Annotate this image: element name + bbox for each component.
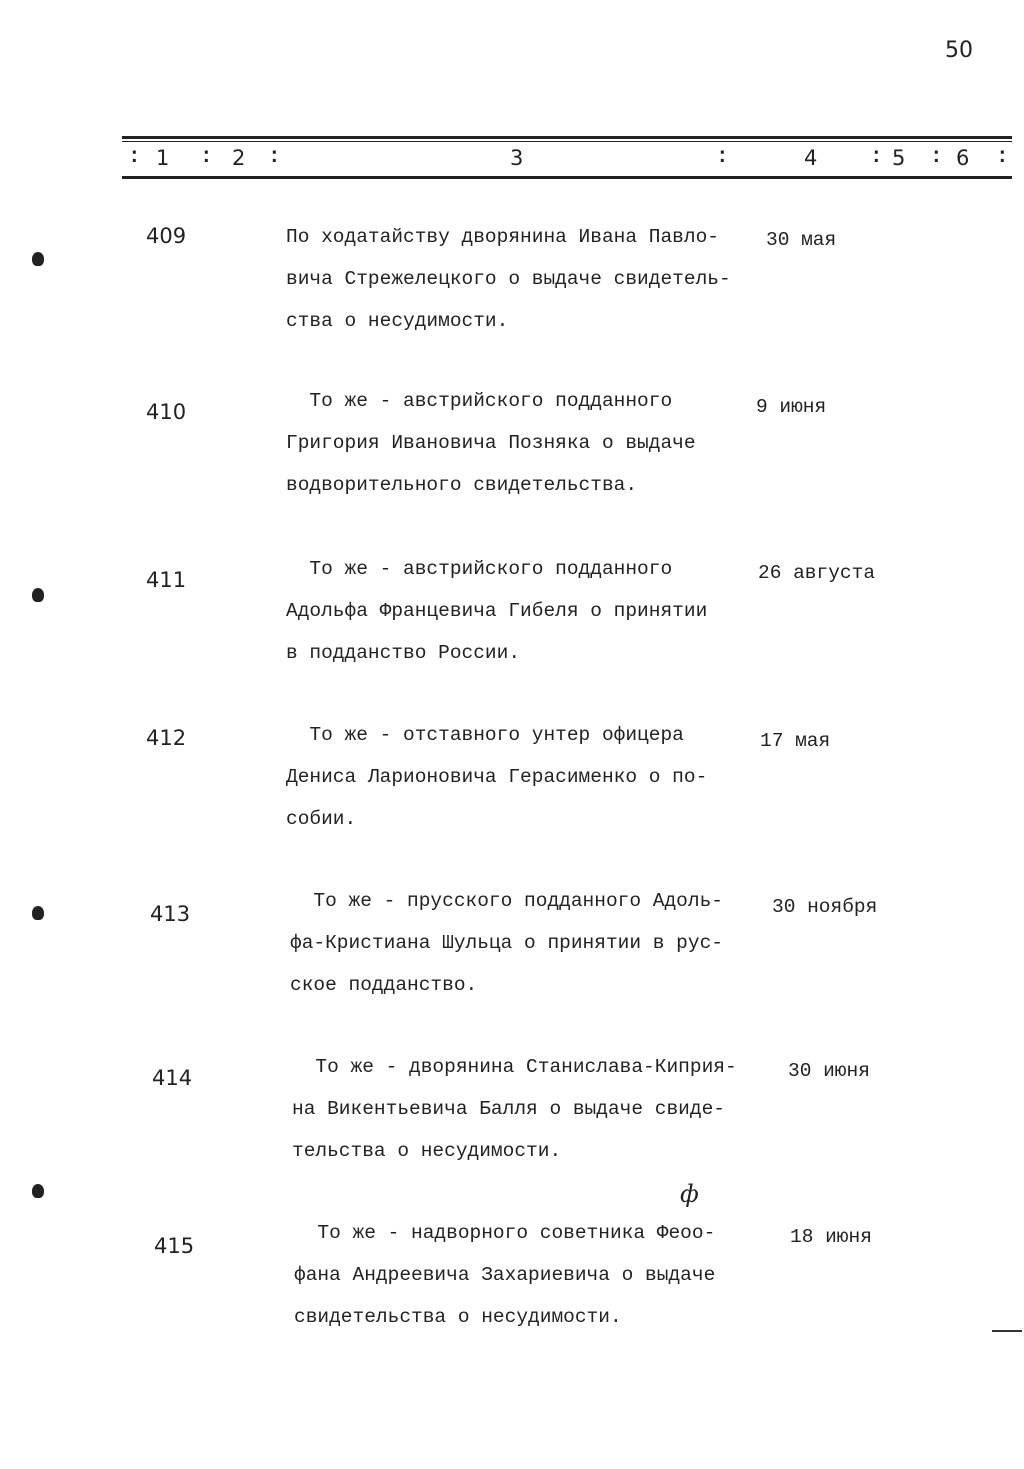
entry-line: собии. bbox=[286, 808, 357, 830]
page-number: 50 bbox=[945, 38, 973, 63]
entry-number: 410 bbox=[146, 400, 187, 424]
header-separator: : bbox=[870, 146, 883, 169]
punch-hole bbox=[32, 588, 44, 602]
header-separator: : bbox=[128, 146, 141, 169]
header-separator: : bbox=[716, 146, 729, 169]
entry-line: свидетельства о несудимости. bbox=[294, 1306, 622, 1328]
entry-text bbox=[290, 880, 770, 1006]
entry-text bbox=[286, 216, 766, 342]
punch-hole bbox=[32, 1184, 44, 1198]
entry-line: вича Стрежелецкого о выдаче свидетель- bbox=[286, 268, 731, 290]
entry-text bbox=[286, 380, 766, 506]
entry-line: ства о несудимости. bbox=[286, 310, 509, 332]
entry-line: фа-Кристиана Шульца о принятии в рус- bbox=[290, 932, 723, 954]
entry-date: 18 июня bbox=[790, 1226, 872, 1248]
entry-text bbox=[286, 714, 766, 840]
entry-number: 412 bbox=[146, 726, 187, 750]
entry-line: на Викентьевича Балля о выдаче свиде- bbox=[292, 1098, 725, 1120]
header-separator: : bbox=[268, 146, 281, 169]
entry-date: 30 июня bbox=[788, 1060, 870, 1082]
entry-date: 30 ноября bbox=[772, 896, 878, 918]
entry-line: фана Андреевича Захариевича о выдаче bbox=[294, 1264, 716, 1286]
header-separator: : bbox=[200, 146, 213, 169]
header-col-6: 6 bbox=[956, 146, 970, 170]
entry-line: То же - австрийского подданного bbox=[286, 390, 673, 412]
entry-date: 9 июня bbox=[756, 396, 827, 418]
entry-number: 413 bbox=[150, 902, 191, 926]
entry-line: Григория Ивановича Позняка о выдаче bbox=[286, 432, 696, 454]
header-col-2: 2 bbox=[232, 146, 246, 170]
entry-line: водворительного свидетельства. bbox=[286, 474, 638, 496]
entry-date: 30 мая bbox=[766, 229, 837, 251]
punch-hole bbox=[32, 252, 44, 266]
entry-date: 26 августа bbox=[758, 562, 876, 584]
header-col-5: 5 bbox=[892, 146, 906, 170]
entry-number: 411 bbox=[146, 568, 187, 592]
entry-line: По ходатайству дворянина Ивана Павло- bbox=[286, 226, 719, 248]
entry-line: в подданство России. bbox=[286, 642, 521, 664]
entry-text bbox=[294, 1212, 774, 1338]
entry-line: ское подданство. bbox=[290, 974, 478, 996]
entry-line: То же - австрийского подданного bbox=[286, 558, 673, 580]
entry-number: 409 bbox=[146, 224, 187, 248]
header-separator: : bbox=[930, 146, 943, 169]
entry-text bbox=[286, 548, 766, 674]
header-col-3: 3 bbox=[510, 146, 524, 170]
table-rule-bottom bbox=[122, 176, 1012, 179]
entry-line: Дениса Ларионовича Герасименко о по- bbox=[286, 766, 708, 788]
entry-date: 17 мая bbox=[760, 730, 831, 752]
entry-text bbox=[292, 1046, 772, 1172]
table-rule-top-thin bbox=[122, 141, 1012, 142]
entry-line: То же - прусского подданного Адоль- bbox=[290, 890, 723, 912]
entry-line: То же - надворного советника Феоо- bbox=[294, 1222, 716, 1244]
table-rule-top bbox=[122, 136, 1012, 139]
entry-line: То же - отставного унтер офицера bbox=[286, 724, 684, 746]
header-separator: : bbox=[996, 146, 1009, 169]
header-col-4: 4 bbox=[804, 146, 818, 170]
header-col-1: 1 bbox=[156, 146, 170, 170]
entry-line: То же - дворянина Станислава-Киприя- bbox=[292, 1056, 737, 1078]
entry-number: 414 bbox=[152, 1066, 193, 1090]
margin-dash bbox=[992, 1330, 1022, 1332]
entry-line: Адольфа Францевича Гибеля о принятии bbox=[286, 600, 708, 622]
entry-line: тельства о несудимости. bbox=[292, 1140, 562, 1162]
entry-number: 415 bbox=[154, 1234, 195, 1258]
punch-hole bbox=[32, 906, 44, 920]
annotation-handwritten: ф bbox=[680, 1180, 699, 1208]
